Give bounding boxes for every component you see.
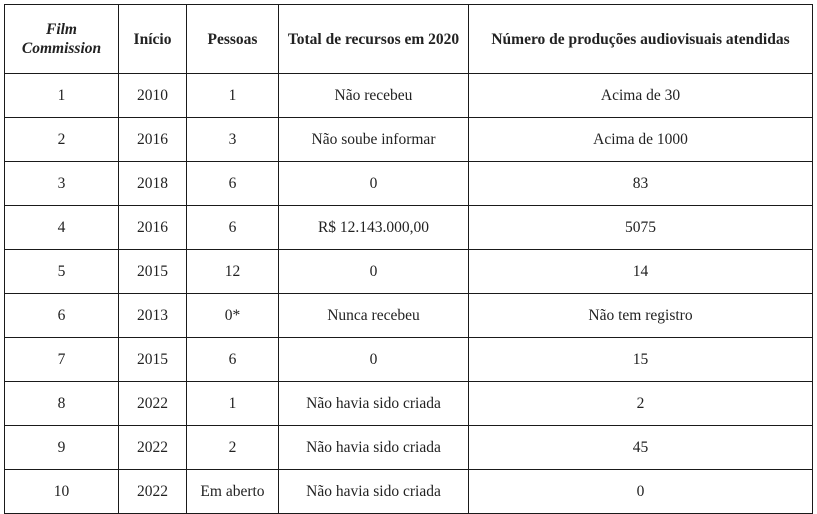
numero-producoes-cell: Não tem registro — [469, 294, 813, 338]
numero-producoes-cell: 83 — [469, 162, 813, 206]
film-commission-cell: 9 — [5, 426, 119, 470]
total-recursos-cell: Não havia sido criada — [279, 470, 469, 514]
table-row — [5, 250, 813, 294]
numero-producoes-cell: Acima de 30 — [469, 74, 813, 118]
film-commission-cell: 6 — [5, 294, 119, 338]
film-commission-table — [4, 4, 813, 514]
pessoas-cell: 6 — [187, 162, 279, 206]
film-commission-cell: 1 — [5, 74, 119, 118]
inicio-cell: 2010 — [119, 74, 187, 118]
pessoas-cell: 12 — [187, 250, 279, 294]
film-commission-cell: 3 — [5, 162, 119, 206]
total-recursos-cell: 0 — [279, 162, 469, 206]
table-row — [5, 294, 813, 338]
table-row — [5, 470, 813, 514]
pessoas-cell: Em aberto — [187, 470, 279, 514]
numero-producoes-cell: Acima de 1000 — [469, 118, 813, 162]
pessoas-cell: 0* — [187, 294, 279, 338]
inicio-cell: 2018 — [119, 162, 187, 206]
inicio-cell: 2022 — [119, 382, 187, 426]
table-row — [5, 74, 813, 118]
total-recursos-cell: Não soube informar — [279, 118, 469, 162]
total-recursos-cell: Não havia sido criada — [279, 382, 469, 426]
table-body — [5, 74, 813, 514]
total-recursos-cell: 0 — [279, 250, 469, 294]
film-commission-cell: 10 — [5, 470, 119, 514]
pessoas-cell: 1 — [187, 382, 279, 426]
table-row — [5, 338, 813, 382]
film-commission-cell: 2 — [5, 118, 119, 162]
total-recursos-cell: Não recebeu — [279, 74, 469, 118]
inicio-cell: 2013 — [119, 294, 187, 338]
header-film-commission: Film Commission — [5, 5, 119, 74]
numero-producoes-cell: 0 — [469, 470, 813, 514]
film-commission-cell: 8 — [5, 382, 119, 426]
inicio-cell: 2016 — [119, 206, 187, 250]
film-commission-cell: 5 — [5, 250, 119, 294]
inicio-cell: 2016 — [119, 118, 187, 162]
header-inicio: Início — [119, 5, 187, 74]
numero-producoes-cell: 5075 — [469, 206, 813, 250]
numero-producoes-cell: 15 — [469, 338, 813, 382]
total-recursos-cell: Nunca recebeu — [279, 294, 469, 338]
inicio-cell: 2022 — [119, 470, 187, 514]
film-commission-cell: 7 — [5, 338, 119, 382]
table-row — [5, 118, 813, 162]
total-recursos-cell: 0 — [279, 338, 469, 382]
pessoas-cell: 2 — [187, 426, 279, 470]
table-row — [5, 426, 813, 470]
film-commission-cell: 4 — [5, 206, 119, 250]
inicio-cell: 2022 — [119, 426, 187, 470]
header-numero-producoes: Número de produções audiovisuais atendidas — [469, 5, 813, 74]
header-row — [5, 5, 813, 74]
pessoas-cell: 1 — [187, 74, 279, 118]
numero-producoes-cell: 14 — [469, 250, 813, 294]
inicio-cell: 2015 — [119, 338, 187, 382]
pessoas-cell: 6 — [187, 206, 279, 250]
table-row — [5, 162, 813, 206]
header-total-recursos: Total de recursos em 2020 — [279, 5, 469, 74]
table-row — [5, 206, 813, 250]
total-recursos-cell: R$ 12.143.000,00 — [279, 206, 469, 250]
pessoas-cell: 3 — [187, 118, 279, 162]
table-row — [5, 382, 813, 426]
numero-producoes-cell: 45 — [469, 426, 813, 470]
total-recursos-cell: Não havia sido criada — [279, 426, 469, 470]
header-pessoas: Pessoas — [187, 5, 279, 74]
numero-producoes-cell: 2 — [469, 382, 813, 426]
pessoas-cell: 6 — [187, 338, 279, 382]
inicio-cell: 2015 — [119, 250, 187, 294]
